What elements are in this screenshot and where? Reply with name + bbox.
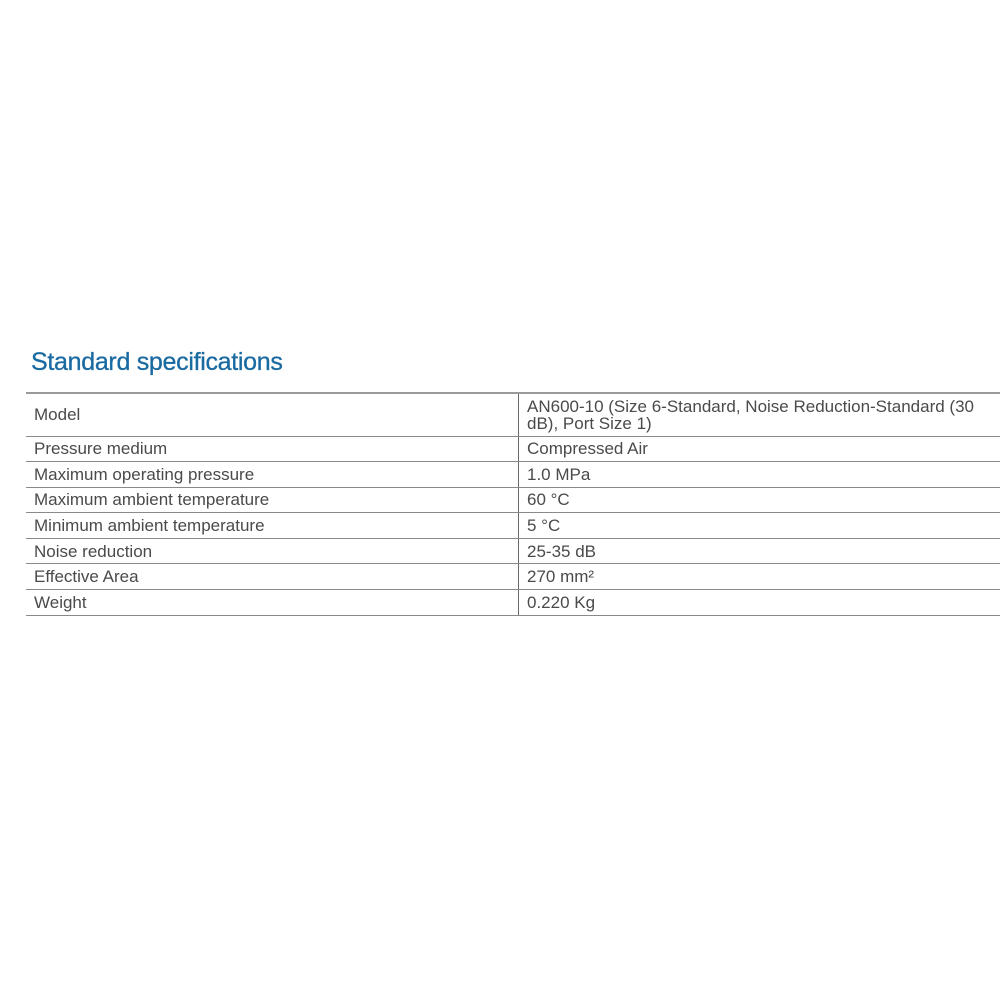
spec-label: Minimum ambient temperature — [26, 513, 519, 539]
table-row-model — [26, 393, 1000, 436]
table-row-effective-area — [26, 564, 1000, 590]
spec-value: Compressed Air — [519, 436, 1000, 462]
table-row-min-ambient-temperature — [26, 513, 1000, 539]
spec-label: Noise reduction — [26, 538, 519, 564]
table-row-noise-reduction — [26, 538, 1000, 564]
table-row-weight — [26, 590, 1000, 616]
table-row-pressure-medium — [26, 436, 1000, 462]
spec-label: Weight — [26, 590, 519, 616]
spec-label: Pressure medium — [26, 436, 519, 462]
spec-value: 1.0 MPa — [519, 462, 1000, 488]
table-row-max-ambient-temperature — [26, 487, 1000, 513]
spec-value: AN600-10 (Size 6-Standard, Noise Reduction-Standard (30 dB), Port Size 1) — [519, 393, 1000, 436]
spec-value: 60 °C — [519, 487, 1000, 513]
spec-value: 25-35 dB — [519, 538, 1000, 564]
spec-label: Maximum ambient temperature — [26, 487, 519, 513]
spec-label: Effective Area — [26, 564, 519, 590]
spec-label: Maximum operating pressure — [26, 462, 519, 488]
section-title: Standard specifications — [31, 348, 283, 376]
spec-table — [26, 392, 1000, 616]
spec-label: Model — [26, 393, 519, 436]
table-row-max-operating-pressure — [26, 462, 1000, 488]
spec-value: 0.220 Kg — [519, 590, 1000, 616]
spec-value: 5 °C — [519, 513, 1000, 539]
spec-value: 270 mm² — [519, 564, 1000, 590]
